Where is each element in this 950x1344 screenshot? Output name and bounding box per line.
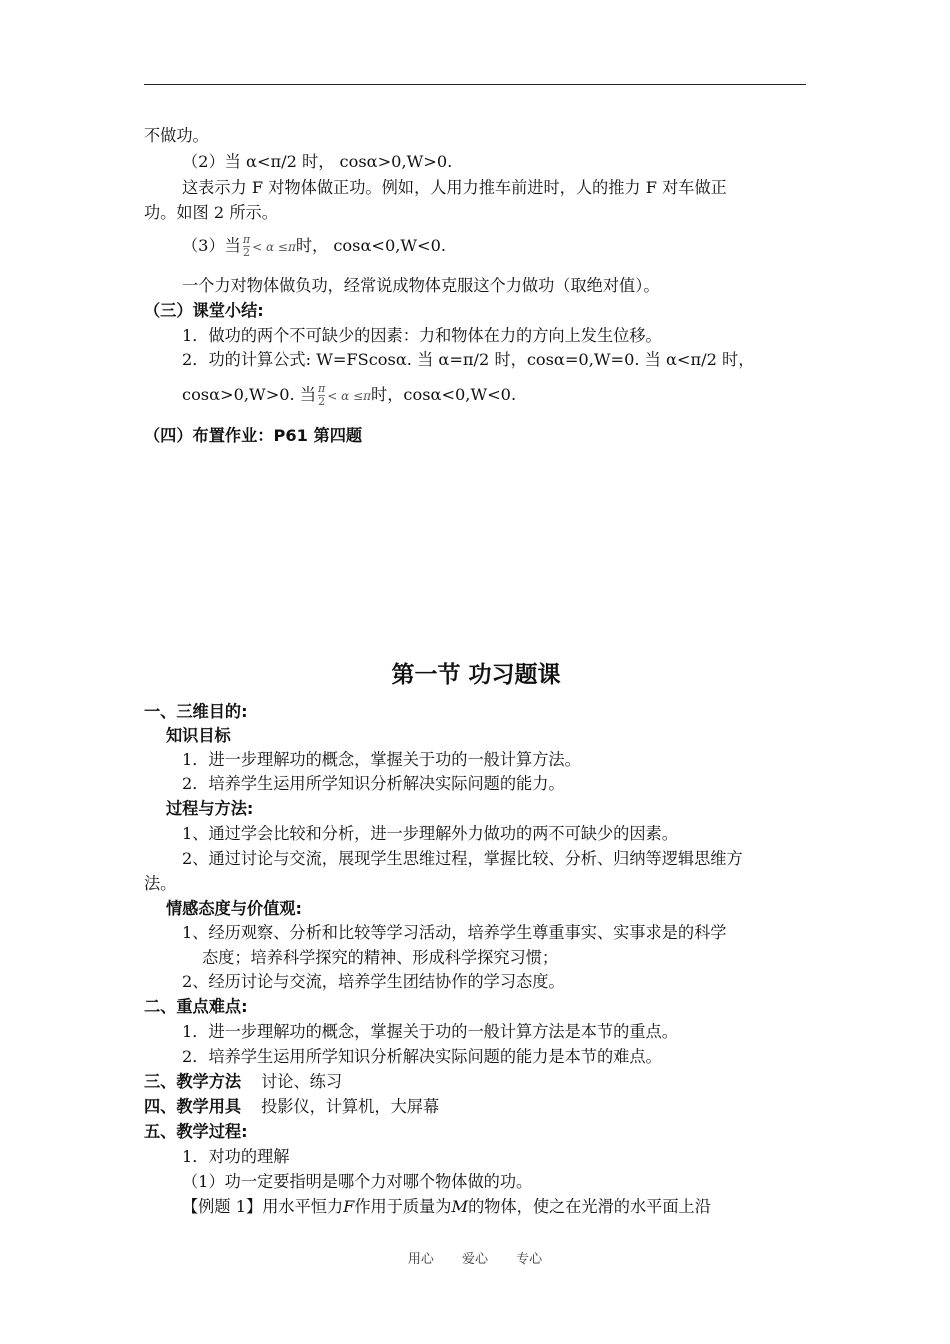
page-footer (0, 1248, 950, 1267)
section-line (144, 1070, 342, 1094)
inequality: < α ≤π (252, 240, 296, 254)
text-segment: 讨论、练习 (261, 1072, 343, 1091)
text-line: 2．培养学生运用所学知识分析解决实际问题的能力是本节的难点。 (182, 1047, 662, 1066)
section-heading: （四）布置作业：P61 第四题 (144, 426, 363, 445)
text-line: 2．功的计算公式: W=FScosα. 当 α=π/2 时，cosα=0,W=0. 当 α<π/2 时， (182, 350, 755, 369)
text-line: 法。 (144, 874, 177, 893)
fraction-numerator: π (318, 382, 326, 395)
text-segment: 的物体，使之在光滑的水平面上沿 (468, 1197, 711, 1216)
section-line (144, 1095, 439, 1119)
inequality: < α ≤π (327, 389, 372, 403)
subsection-heading: 情感态度与价值观: (166, 899, 302, 918)
section-heading: 五、教学过程: (144, 1122, 248, 1141)
section-heading: 三、教学方法 (144, 1072, 242, 1091)
text-line: 态度；培养科学探究的精神、形成科学探究习惯； (202, 948, 559, 967)
section-heading: 二、重点难点: (144, 997, 248, 1016)
subsection-heading: 知识目标 (166, 726, 231, 745)
text-line: 1、通过学会比较和分析，进一步理解外力做功的两不可缺少的因素。 (182, 824, 678, 843)
text-segment: 【例题 1】用水平恒力 (182, 1197, 344, 1216)
section-heading: 一、三维目的: (144, 702, 248, 721)
text-line: （1）功一定要指明是哪个力对哪个物体做的功。 (182, 1172, 533, 1191)
variable-m: M (451, 1197, 469, 1216)
header-rule (144, 84, 806, 85)
text-line: 这表示力 F 对物体做正功。例如，人用力推车前进时，人的推力 F 对车做正 (182, 178, 727, 197)
text-segment: 时，cosα<0,W<0. (371, 385, 517, 404)
text-line: 1．对功的理解 (182, 1147, 290, 1166)
text-segment: cosα>0,W>0. 当 (182, 385, 317, 404)
text-line: 2．培养学生运用所学知识分析解决实际问题的能力。 (182, 774, 565, 793)
footer-text: 专心 (516, 1252, 543, 1267)
text-segment: 投影仪，计算机，大屏幕 (261, 1097, 440, 1116)
fraction-numerator: π (242, 233, 251, 246)
fraction-denominator: 2 (242, 246, 250, 259)
section-heading: （三）课堂小结: (144, 301, 264, 320)
footer-text: 用心 (407, 1252, 434, 1267)
variable-f: F (343, 1197, 355, 1216)
text-line: 不做功。 (144, 126, 209, 145)
text-line: 1．做功的两个不可缺少的因素：力和物体在力的方向上发生位移。 (182, 326, 662, 345)
text-segment: （3）当 (182, 236, 241, 255)
text-line-formula (182, 383, 516, 408)
text-line: 1．进一步理解功的概念，掌握关于功的一般计算方法是本节的重点。 (182, 1022, 678, 1041)
text-line: 1、经历观察、分析和比较等学习活动，培养学生尊重事实、实事求是的科学 (182, 923, 727, 942)
text-line: 一个力对物体做负功，经常说成物体克服这个力做功（取绝对值）。 (182, 276, 660, 295)
fraction (318, 383, 325, 408)
fraction-denominator: 2 (318, 395, 326, 408)
text-line: （2）当 α<π/2 时， cosα>0,W>0. (182, 152, 453, 171)
text-segment: 作用于质量为 (354, 1197, 452, 1216)
footer-text: 爱心 (461, 1252, 488, 1267)
text-line: 2、通过讨论与交流，展现学生思维过程，掌握比较、分析、归纳等逻辑思维方 (182, 849, 743, 868)
section-heading: 四、教学用具 (144, 1097, 242, 1116)
text-line-formula (182, 234, 446, 259)
text-line (182, 1195, 711, 1219)
text-segment: 时， cosα<0,W<0. (295, 236, 447, 255)
fraction (243, 234, 250, 259)
subsection-heading: 过程与方法: (166, 799, 254, 818)
text-line: 2、经历讨论与交流，培养学生团结协作的学习态度。 (182, 972, 565, 991)
page-title: 第一节 功习题课 (391, 662, 561, 688)
text-line: 1．进一步理解功的概念，掌握关于功的一般计算方法。 (182, 750, 581, 769)
text-line: 功。如图 2 所示。 (144, 203, 278, 222)
